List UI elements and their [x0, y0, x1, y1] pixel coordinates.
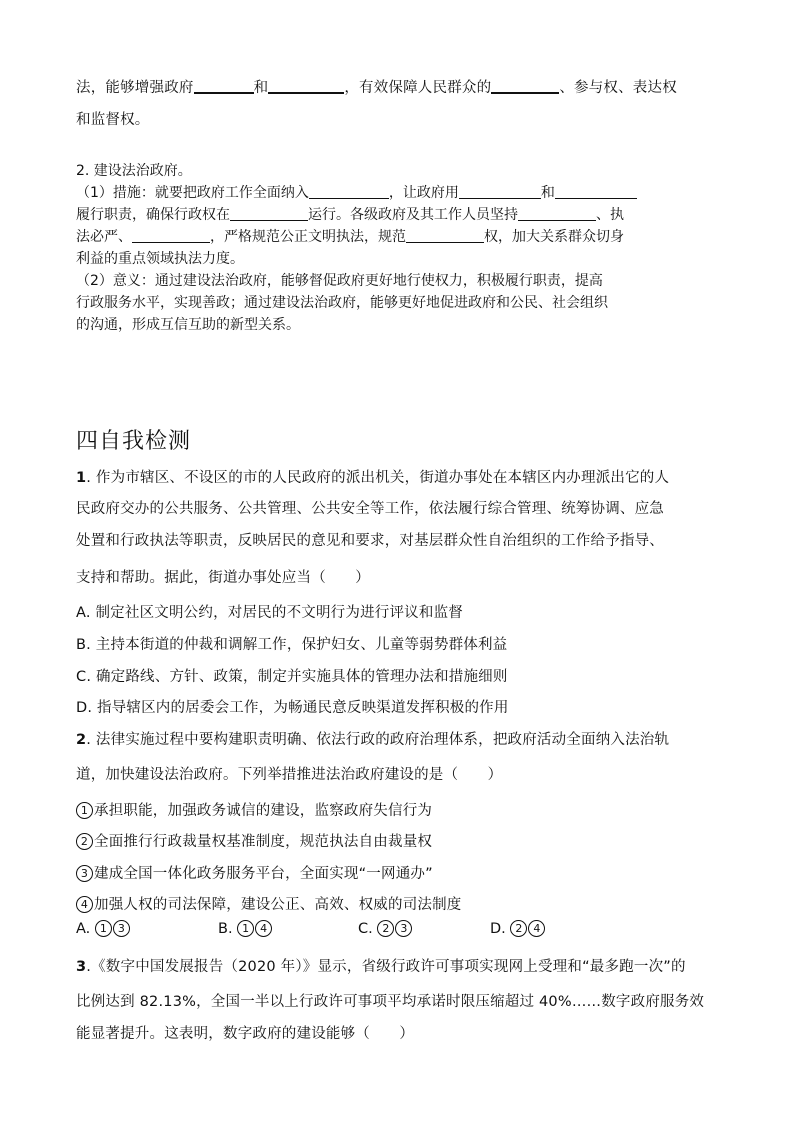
q1-option-c[interactable]: C. 确定路线、方针、政策，制定并实施具体的管理办法和措施细则: [76, 669, 508, 685]
circled-number-icon: 2: [76, 833, 93, 850]
circled-number-icon: 4: [255, 920, 272, 937]
text: . 法律实施过程中要构建职责明确、依法行政的政府治理体系，把政府活动全面纳入法治轨: [86, 732, 670, 748]
fill-blank[interactable]: [555, 184, 637, 199]
q2-choice-a[interactable]: [76, 920, 131, 937]
text: 运行。各级政府及其工作人员坚持: [308, 207, 518, 223]
q2-item-1: [76, 799, 726, 820]
q3-line2: 比例达到 82.13%，全国一半以上行政许可事项平均承诺时限压缩超过 40%……数字政府服务效: [76, 994, 705, 1010]
q2-choice-c[interactable]: [358, 920, 413, 937]
text: . 作为市辖区、不设区的市的人民政府的派出机关，街道办事处在本辖区内办理派出它的人: [86, 470, 670, 486]
text: 加强人权的司法保障，建设公正、高效、权威的司法制度: [94, 897, 462, 913]
section1-line1: [76, 76, 726, 97]
significance-line1: （2）意义：通过建设法治政府，能够督促政府更好地行使权力，积极履行职责，提高: [76, 273, 603, 289]
fill-blank[interactable]: [194, 78, 254, 94]
text: 和: [253, 80, 269, 96]
circled-number-icon: 3: [113, 920, 130, 937]
text: 、执: [596, 207, 624, 223]
q2-item-4: [76, 893, 726, 914]
measures-line2: [76, 204, 726, 224]
choice-label: B.: [218, 921, 233, 937]
q1-option-d[interactable]: D. 指导辖区内的居委会工作，为畅通民意反映渠道发挥积极的作用: [76, 700, 509, 716]
q1-option-a[interactable]: A. 制定社区文明公约，对居民的不文明行为进行评议和监督: [76, 605, 463, 621]
q2-line2: 道，加快建设法治政府。下列举措推进法治政府建设的是（ ）: [76, 767, 503, 783]
fill-blank[interactable]: [518, 206, 596, 221]
significance-line2: 行政服务水平，实现善政；通过建设法治政府，能够更好地促进政府和公民、社会组织: [76, 295, 608, 311]
q2-line1: [76, 728, 726, 749]
text: 承担职能，加强政务诚信的建设，监察政府失信行为: [94, 803, 433, 819]
text: ，让政府用: [388, 185, 459, 201]
fill-blank[interactable]: [491, 78, 559, 94]
section1-line2: 和监督权。: [76, 112, 150, 128]
q2-item-2: [76, 830, 726, 851]
circled-number-icon: 1: [237, 920, 254, 937]
text: ，严格规范公正文明执法，规范: [210, 229, 406, 245]
text: .《数字中国发展报告（2020 年）》显示，省级行政许可事项实现网上受理和“最多跑一次”的: [86, 959, 686, 975]
fill-blank[interactable]: [230, 206, 308, 221]
fill-blank[interactable]: [406, 228, 484, 243]
circled-number-icon: 4: [528, 920, 545, 937]
question-number: 3: [76, 959, 87, 975]
measures-line1: [76, 182, 726, 202]
text: 履行职责，确保行政权在: [76, 207, 230, 223]
choice-label: C.: [358, 921, 373, 937]
q1-line1: [76, 466, 726, 487]
circled-number-icon: 3: [76, 865, 93, 882]
text: 建成全国一体化政务服务平台，全面实现“一网通办”: [94, 866, 433, 882]
measures-line3: [76, 226, 726, 246]
q1-line4: 支持和帮助。据此，街道办事处应当（ ）: [76, 570, 370, 586]
circled-number-icon: 3: [395, 920, 412, 937]
section2-title: 2. 建设法治政府。: [76, 163, 192, 179]
q1-line3: 处置和行政执法等职责，反映居民的意见和要求，对基层群众性自治组织的工作给予指导、: [76, 533, 664, 549]
q1-option-b[interactable]: B. 主持本街道的仲裁和调解工作，保护妇女、儿童等弱势群体利益: [76, 637, 508, 653]
q2-item-3: [76, 862, 726, 883]
fill-blank[interactable]: [309, 184, 389, 199]
q3-line3: 能显著提升。这表明，数字政府的建设能够（ ）: [76, 1026, 415, 1042]
text: 法，能够增强政府: [76, 80, 194, 96]
circled-number-icon: 4: [76, 896, 93, 913]
fill-blank[interactable]: [268, 78, 344, 94]
fill-blank[interactable]: [459, 184, 541, 199]
text: 法必严、: [76, 229, 132, 245]
question-number: 1: [76, 470, 87, 486]
circled-number-icon: 2: [377, 920, 394, 937]
choice-label: A.: [76, 921, 91, 937]
text: ，有效保障人民群众的: [344, 80, 492, 96]
q2-choice-d[interactable]: [490, 920, 546, 937]
significance-line3: 的沟通，形成互信互助的新型关系。: [76, 317, 300, 333]
circled-number-icon: 1: [95, 920, 112, 937]
circled-number-icon: 2: [510, 920, 527, 937]
measures-line4: 利益的重点领域执法力度。: [76, 251, 244, 267]
circled-number-icon: 1: [76, 802, 93, 819]
text: 和: [540, 185, 555, 201]
q3-line1: [76, 955, 726, 976]
fill-blank[interactable]: [132, 228, 210, 243]
text: （1）措施：就要把政府工作全面纳入: [76, 185, 309, 201]
choice-label: D.: [490, 921, 506, 937]
q1-line2: 民政府交办的公共服务、公共管理、公共安全等工作，依法履行综合管理、统筹协调、应急: [76, 501, 664, 517]
text: 、参与权、表达权: [559, 80, 677, 96]
q2-choice-b[interactable]: [218, 920, 273, 937]
text: 全面推行行政裁量权基准制度，规范执法自由裁量权: [94, 834, 433, 850]
question-number: 2: [76, 732, 87, 748]
text: 权，加大关系群众切身: [484, 229, 624, 245]
section-heading: 四自我检测: [76, 429, 192, 454]
